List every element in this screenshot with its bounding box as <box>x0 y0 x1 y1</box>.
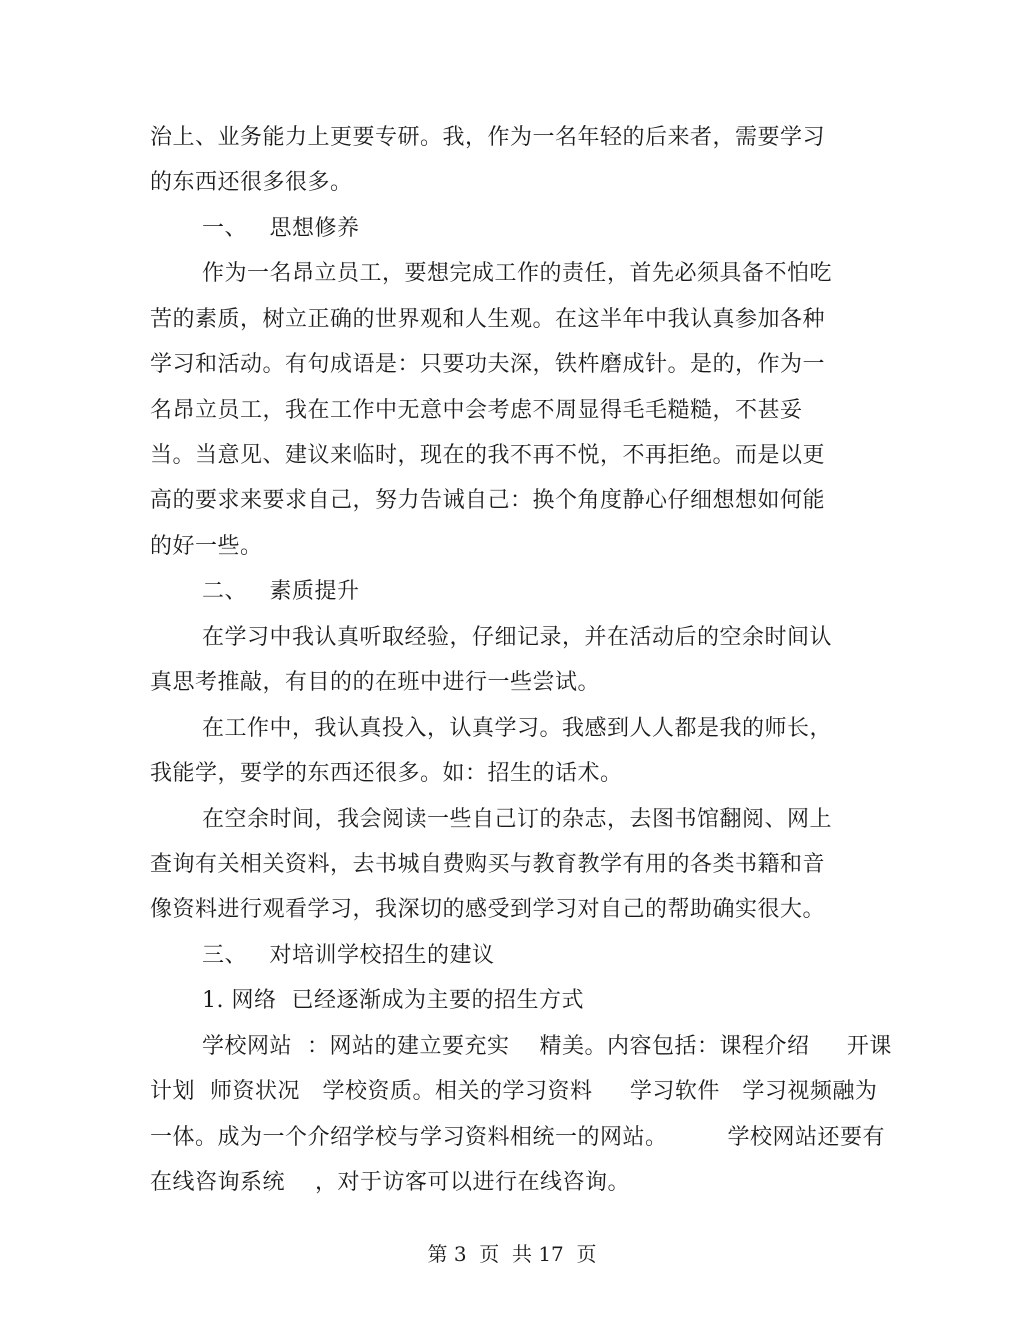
paragraph-line: 治上、业务能力上更要专研。我，作为一名年轻的后来者，需要学习 <box>150 125 826 150</box>
paragraph-line: 的东西还很多很多。 <box>150 170 353 195</box>
paragraph-line: 在线咨询系统 ，对于访客可以进行在线咨询。 <box>150 1170 630 1195</box>
section-heading: 一、 思想修养 <box>202 216 360 241</box>
paragraph-line: 我能学，要学的东西还很多。如：招生的话术。 <box>150 761 623 786</box>
paragraph-line: 的好一些。 <box>150 534 263 559</box>
paragraph-line: 名昂立员工，我在工作中无意中会考虑不周显得毛毛糙糙，不甚妥 <box>150 398 803 423</box>
paragraph-line: 在工作中，我认真投入，认真学习。我感到人人都是我的师长， <box>202 716 833 741</box>
paragraph-line: 一体。成为一个介绍学校与学习资料相统一的网站。 学校网站还要有 <box>150 1125 885 1150</box>
paragraph-line: 当。当意见、建议来临时，现在的我不再不悦，不再拒绝。而是以更 <box>150 443 826 468</box>
paragraph-line: 计划 师资状况 学校资质。相关的学习资料 学习软件 学习视频融为 <box>150 1079 878 1104</box>
section-heading: 二、 素质提升 <box>202 579 360 604</box>
paragraph-line: 在空余时间，我会阅读一些自己订的杂志，去图书馆翻阅、网上 <box>202 807 833 832</box>
paragraph-line: 高的要求来要求自己，努力告诫自己：换个角度静心仔细想想如何能 <box>150 488 826 513</box>
paragraph-line: 查询有关相关资料，去书城自费购买与教育教学有用的各类书籍和音 <box>150 852 826 877</box>
section-heading: 三、 对培训学校招生的建议 <box>202 943 495 968</box>
paragraph-line: 学校网站 ：网站的建立要充实 精美。内容包括：课程介绍 开课 <box>202 1034 892 1059</box>
paragraph-line: 在学习中我认真听取经验，仔细记录，并在活动后的空余时间认 <box>202 625 833 650</box>
paragraph-line: 像资料进行观看学习，我深切的感受到学习对自己的帮助确实很大。 <box>150 897 826 922</box>
paragraph-line: 苦的素质，树立正确的世界观和人生观。在这半年中我认真参加各种 <box>150 307 826 332</box>
paragraph-line: 作为一名昂立员工，要想完成工作的责任，首先必须具备不怕吃 <box>202 261 833 286</box>
page-number-footer: 第 3 页 共 17 页 <box>427 1242 597 1266</box>
paragraph-line: 真思考推敲，有目的的在班中进行一些尝试。 <box>150 670 601 695</box>
paragraph-line: 学习和活动。有句成语是：只要功夫深，铁杵磨成针。是的，作为一 <box>150 352 826 377</box>
subsection-heading: 1. 网络 已经逐渐成为主要的招生方式 <box>202 988 584 1013</box>
